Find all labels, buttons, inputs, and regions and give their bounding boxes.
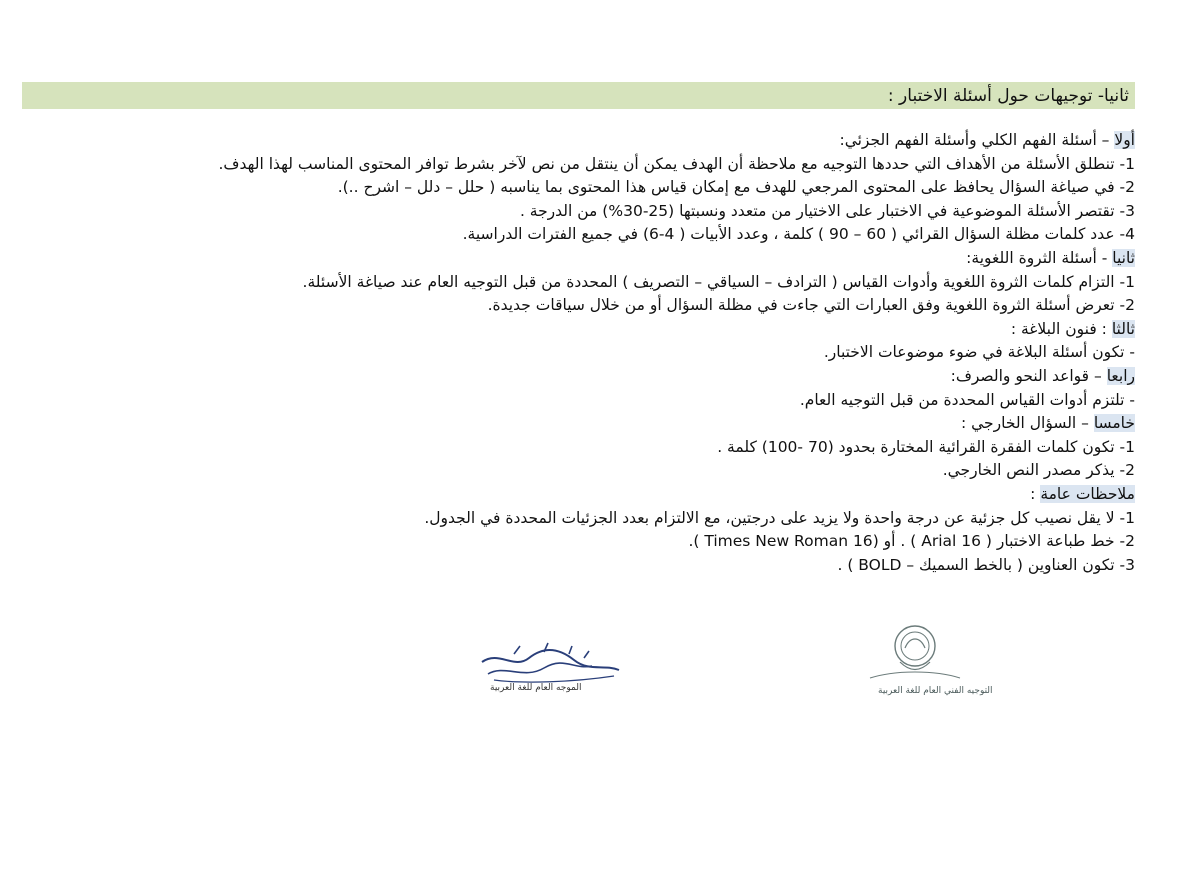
section-heading: خامسا – السؤال الخارجي : xyxy=(960,414,1135,433)
seal-caption: التوجيه الفني العام للغة العربية xyxy=(878,686,993,696)
guideline-line: 1- لا يقل نصيب كل جزئية عن درجة واحدة ولا يزيد على درجتين، مع الالتزام بعدد الجزئيات المحددة في الجدول. xyxy=(424,508,1135,527)
heading-highlight: ثانيا xyxy=(1112,248,1135,267)
heading-highlight: خامسا xyxy=(1093,414,1135,433)
section-heading: ملاحظات عامة : xyxy=(1030,484,1135,503)
guidelines-content xyxy=(135,129,1135,577)
heading-highlight: ثالثا xyxy=(1111,319,1135,338)
guideline-line: 4- عدد كلمات مظلة السؤال القرائي ( 60 – 90 ) كلمة ، وعدد الأبيات ( 4-6) في جميع الفترات الدراسية. xyxy=(462,225,1135,244)
heading-highlight: أولا xyxy=(1114,131,1135,149)
heading-highlight: رابعا xyxy=(1106,366,1135,385)
section-heading: ثالثا : فنون البلاغة : xyxy=(1010,319,1135,338)
guideline-line: 1- تكون كلمات الفقرة القرائية المختارة بحدود (70 -100) كلمة . xyxy=(717,437,1135,456)
guideline-line: 2- تعرض أسئلة الثروة اللغوية وفق العبارات التي جاءت في مظلة السؤال أو من خلال سياقات جديدة. xyxy=(487,296,1135,315)
guideline-line: - تلتزم أدوات القياس المحددة من قبل التوجيه العام. xyxy=(799,390,1135,409)
heading-highlight: ملاحظات عامة xyxy=(1040,484,1135,503)
guideline-line: 2- خط طباعة الاختبار ( Arial 16 ) . أو (Times New Roman 16 ). xyxy=(688,532,1135,551)
section-heading: رابعا – قواعد النحو والصرف: xyxy=(950,366,1135,385)
signature-caption: الموجه العام للغة العربية xyxy=(490,683,582,693)
section-heading: ثانيا - أسئلة الثروة اللغوية: xyxy=(966,248,1135,267)
guideline-line: 2- في صياغة السؤال يحافظ على المحتوى المرجعي للهدف مع إمكان قياس هذا المحتوى بما يناسبه ( حلل – دلل – اشرح ..). xyxy=(337,178,1135,197)
guideline-line: 1- التزام كلمات الثروة اللغوية وأدوات القياس ( الترادف – السياقي – التصريف ) المحددة من قبل التوجيه العام عند صياغة الأسئلة. xyxy=(302,272,1135,291)
section-title: ثانيا- توجيهات حول أسئلة الاختبار : xyxy=(887,86,1129,106)
section-heading: أولا – أسئلة الفهم الكلي وأسئلة الفهم الجزئي: xyxy=(839,131,1135,149)
guideline-line: 2- يذكر مصدر النص الخارجي. xyxy=(942,461,1135,480)
guideline-line: - تكون أسئلة البلاغة في ضوء موضوعات الاختبار. xyxy=(823,343,1135,362)
guideline-line: 1- تنطلق الأسئلة من الأهداف التي حددها التوجيه مع ملاحظة أن الهدف يمكن أن ينتقل من نص لآخر بشرط توافر المحتوى المناسب لهذا الهدف. xyxy=(218,154,1135,173)
guideline-line: 3- تكون العناوين ( بالخط السميك – BOLD ) . xyxy=(837,555,1135,574)
section-title-banner xyxy=(22,82,1135,109)
guideline-line: 3- تقتصر الأسئلة الموضوعية في الاختبار على الاختيار من متعدد ونسبتها (25-30%) من الدرجة . xyxy=(519,201,1135,220)
